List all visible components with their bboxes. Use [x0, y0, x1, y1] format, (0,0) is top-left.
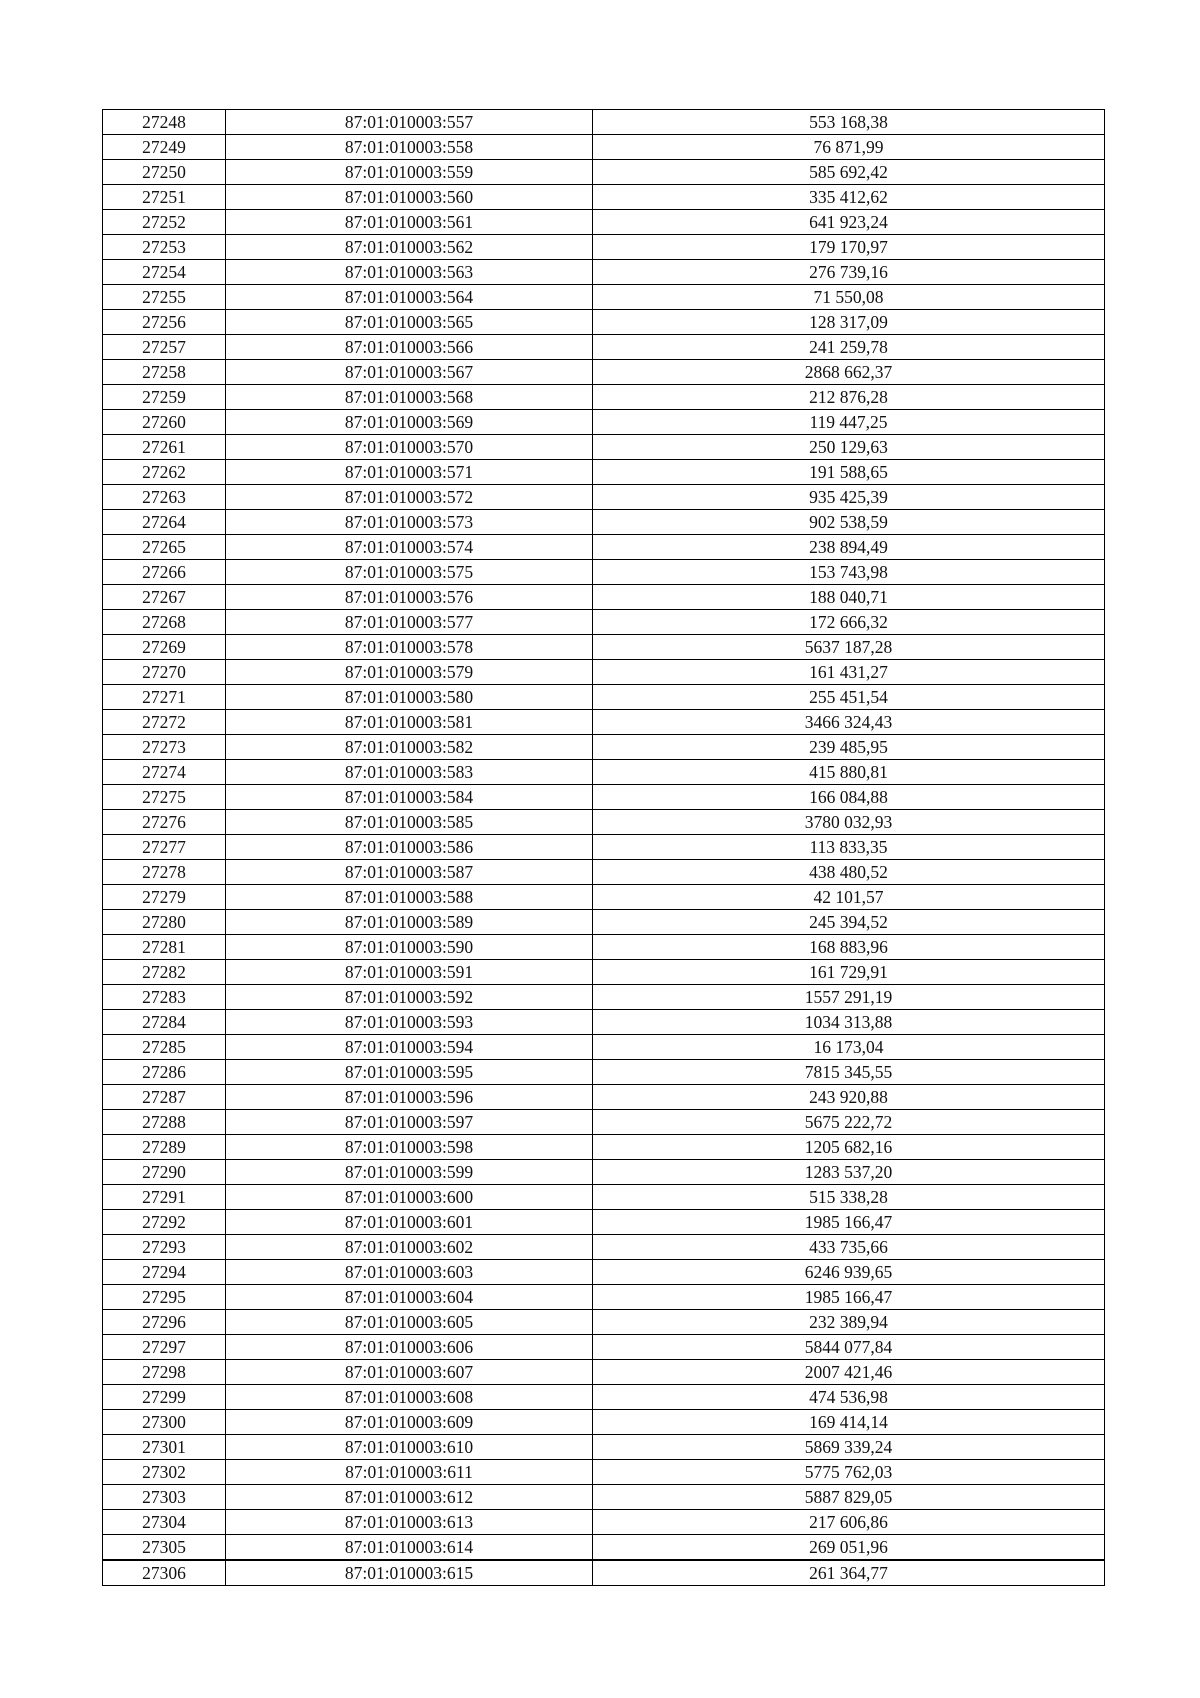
row-number-cell: 27262: [103, 460, 226, 485]
table-row: [103, 1035, 1105, 1060]
cadastral-number-cell: 87:01:010003:567: [226, 360, 593, 385]
row-number-cell: 27276: [103, 810, 226, 835]
row-number-cell: 27263: [103, 485, 226, 510]
cadastral-value-cell: 5869 339,24: [593, 1435, 1105, 1460]
table-row: [103, 360, 1105, 385]
cadastral-value-cell: 433 735,66: [593, 1235, 1105, 1260]
row-number-cell: 27265: [103, 535, 226, 560]
table-row: [103, 1385, 1105, 1410]
cadastral-number-cell: 87:01:010003:589: [226, 910, 593, 935]
cadastral-value-cell: 335 412,62: [593, 185, 1105, 210]
cadastral-value-cell: 474 536,98: [593, 1385, 1105, 1410]
row-number-cell: 27279: [103, 885, 226, 910]
table-row: [103, 635, 1105, 660]
row-number-cell: 27302: [103, 1460, 226, 1485]
cadastral-number-cell: 87:01:010003:588: [226, 885, 593, 910]
cadastral-number-cell: 87:01:010003:566: [226, 335, 593, 360]
cadastral-value-cell: 5844 077,84: [593, 1335, 1105, 1360]
row-number-cell: 27250: [103, 160, 226, 185]
cadastral-number-cell: 87:01:010003:594: [226, 1035, 593, 1060]
cadastral-number-cell: 87:01:010003:558: [226, 135, 593, 160]
table-row: [103, 860, 1105, 885]
cadastral-value-cell: 191 588,65: [593, 460, 1105, 485]
cadastral-value-cell: 153 743,98: [593, 560, 1105, 585]
row-number-cell: 27282: [103, 960, 226, 985]
cadastral-number-cell: 87:01:010003:608: [226, 1385, 593, 1410]
table-row: [103, 485, 1105, 510]
row-number-cell: 27292: [103, 1210, 226, 1235]
cadastral-value-cell: 269 051,96: [593, 1535, 1105, 1561]
table-row: [103, 160, 1105, 185]
cadastral-number-cell: 87:01:010003:609: [226, 1410, 593, 1435]
cadastral-value-cell: 250 129,63: [593, 435, 1105, 460]
cadastral-number-cell: 87:01:010003:615: [226, 1560, 593, 1586]
row-number-cell: 27281: [103, 935, 226, 960]
cadastral-value-cell: 3780 032,93: [593, 810, 1105, 835]
cadastral-number-cell: 87:01:010003:576: [226, 585, 593, 610]
row-number-cell: 27293: [103, 1235, 226, 1260]
cadastral-value-cell: 188 040,71: [593, 585, 1105, 610]
cadastral-value-cell: 212 876,28: [593, 385, 1105, 410]
table-row: [103, 1460, 1105, 1485]
cadastral-number-cell: 87:01:010003:603: [226, 1260, 593, 1285]
row-number-cell: 27288: [103, 1110, 226, 1135]
table-row: [103, 685, 1105, 710]
cadastral-number-cell: 87:01:010003:561: [226, 210, 593, 235]
table-row: [103, 1085, 1105, 1110]
table-row: [103, 735, 1105, 760]
cadastral-number-cell: 87:01:010003:591: [226, 960, 593, 985]
row-number-cell: 27248: [103, 110, 226, 135]
cadastral-number-cell: 87:01:010003:598: [226, 1135, 593, 1160]
row-number-cell: 27259: [103, 385, 226, 410]
row-number-cell: 27291: [103, 1185, 226, 1210]
cadastral-value-cell: 2868 662,37: [593, 360, 1105, 385]
row-number-cell: 27298: [103, 1360, 226, 1385]
table-row: [103, 1160, 1105, 1185]
row-number-cell: 27277: [103, 835, 226, 860]
row-number-cell: 27290: [103, 1160, 226, 1185]
table-row: [103, 1560, 1105, 1586]
cadastral-value-cell: 553 168,38: [593, 110, 1105, 135]
table-row: [103, 1510, 1105, 1535]
table-row: [103, 960, 1105, 985]
cadastral-number-cell: 87:01:010003:577: [226, 610, 593, 635]
row-number-cell: 27280: [103, 910, 226, 935]
cadastral-value-cell: 585 692,42: [593, 160, 1105, 185]
table-row: [103, 1285, 1105, 1310]
cadastral-number-cell: 87:01:010003:590: [226, 935, 593, 960]
row-number-cell: 27297: [103, 1335, 226, 1360]
table-row: [103, 435, 1105, 460]
cadastral-number-cell: 87:01:010003:560: [226, 185, 593, 210]
cadastral-value-table: [102, 109, 1105, 1586]
table-row: [103, 1060, 1105, 1085]
row-number-cell: 27284: [103, 1010, 226, 1035]
row-number-cell: 27304: [103, 1510, 226, 1535]
table-row: [103, 810, 1105, 835]
row-number-cell: 27264: [103, 510, 226, 535]
cadastral-number-cell: 87:01:010003:581: [226, 710, 593, 735]
table-row: [103, 1335, 1105, 1360]
table-row: [103, 710, 1105, 735]
cadastral-number-cell: 87:01:010003:599: [226, 1160, 593, 1185]
cadastral-number-cell: 87:01:010003:592: [226, 985, 593, 1010]
cadastral-number-cell: 87:01:010003:596: [226, 1085, 593, 1110]
cadastral-value-cell: 438 480,52: [593, 860, 1105, 885]
cadastral-value-cell: 243 920,88: [593, 1085, 1105, 1110]
cadastral-number-cell: 87:01:010003:580: [226, 685, 593, 710]
row-number-cell: 27295: [103, 1285, 226, 1310]
table-row: [103, 410, 1105, 435]
cadastral-value-cell: 255 451,54: [593, 685, 1105, 710]
cadastral-value-cell: 119 447,25: [593, 410, 1105, 435]
table-row: [103, 885, 1105, 910]
row-number-cell: 27269: [103, 635, 226, 660]
cadastral-value-cell: 261 364,77: [593, 1560, 1105, 1586]
row-number-cell: 27266: [103, 560, 226, 585]
cadastral-number-cell: 87:01:010003:593: [226, 1010, 593, 1035]
row-number-cell: 27289: [103, 1135, 226, 1160]
row-number-cell: 27285: [103, 1035, 226, 1060]
table-row: [103, 135, 1105, 160]
cadastral-value-cell: 217 606,86: [593, 1510, 1105, 1535]
table-row: [103, 385, 1105, 410]
cadastral-value-cell: 179 170,97: [593, 235, 1105, 260]
row-number-cell: 27268: [103, 610, 226, 635]
cadastral-number-cell: 87:01:010003:583: [226, 760, 593, 785]
cadastral-number-cell: 87:01:010003:610: [226, 1435, 593, 1460]
cadastral-number-cell: 87:01:010003:614: [226, 1535, 593, 1561]
row-number-cell: 27296: [103, 1310, 226, 1335]
table-row: [103, 1310, 1105, 1335]
row-number-cell: 27303: [103, 1485, 226, 1510]
cadastral-value-cell: 1205 682,16: [593, 1135, 1105, 1160]
row-number-cell: 27286: [103, 1060, 226, 1085]
row-number-cell: 27278: [103, 860, 226, 885]
cadastral-number-cell: 87:01:010003:557: [226, 110, 593, 135]
cadastral-number-cell: 87:01:010003:564: [226, 285, 593, 310]
row-number-cell: 27254: [103, 260, 226, 285]
table-row: [103, 460, 1105, 485]
table-row: [103, 185, 1105, 210]
cadastral-value-cell: 128 317,09: [593, 310, 1105, 335]
cadastral-value-cell: 7815 345,55: [593, 1060, 1105, 1085]
row-number-cell: 27260: [103, 410, 226, 435]
table-row: [103, 285, 1105, 310]
cadastral-value-cell: 161 729,91: [593, 960, 1105, 985]
cadastral-value-cell: 5887 829,05: [593, 1485, 1105, 1510]
table-row: [103, 310, 1105, 335]
cadastral-value-cell: 245 394,52: [593, 910, 1105, 935]
cadastral-value-cell: 276 739,16: [593, 260, 1105, 285]
row-number-cell: 27257: [103, 335, 226, 360]
cadastral-number-cell: 87:01:010003:568: [226, 385, 593, 410]
cadastral-value-cell: 935 425,39: [593, 485, 1105, 510]
cadastral-value-cell: 172 666,32: [593, 610, 1105, 635]
row-number-cell: 27306: [103, 1560, 226, 1586]
row-number-cell: 27283: [103, 985, 226, 1010]
cadastral-number-cell: 87:01:010003:587: [226, 860, 593, 885]
cadastral-number-cell: 87:01:010003:571: [226, 460, 593, 485]
table-row: [103, 1185, 1105, 1210]
cadastral-value-cell: 241 259,78: [593, 335, 1105, 360]
row-number-cell: 27270: [103, 660, 226, 685]
cadastral-value-cell: 415 880,81: [593, 760, 1105, 785]
cadastral-value-cell: 168 883,96: [593, 935, 1105, 960]
table-row: [103, 785, 1105, 810]
cadastral-value-cell: 1557 291,19: [593, 985, 1105, 1010]
table-row: [103, 1535, 1105, 1561]
row-number-cell: 27267: [103, 585, 226, 610]
cadastral-number-cell: 87:01:010003:584: [226, 785, 593, 810]
cadastral-number-cell: 87:01:010003:572: [226, 485, 593, 510]
table-body: [103, 110, 1105, 1586]
table-row: [103, 260, 1105, 285]
table-row: [103, 835, 1105, 860]
table-row: [103, 235, 1105, 260]
cadastral-value-cell: 16 173,04: [593, 1035, 1105, 1060]
cadastral-value-cell: 5637 187,28: [593, 635, 1105, 660]
table-row: [103, 760, 1105, 785]
table-row: [103, 1485, 1105, 1510]
row-number-cell: 27261: [103, 435, 226, 460]
cadastral-number-cell: 87:01:010003:605: [226, 1310, 593, 1335]
cadastral-value-cell: 6246 939,65: [593, 1260, 1105, 1285]
row-number-cell: 27252: [103, 210, 226, 235]
cadastral-number-cell: 87:01:010003:569: [226, 410, 593, 435]
table-row: [103, 985, 1105, 1010]
row-number-cell: 27301: [103, 1435, 226, 1460]
cadastral-value-cell: 239 485,95: [593, 735, 1105, 760]
cadastral-number-cell: 87:01:010003:602: [226, 1235, 593, 1260]
cadastral-value-cell: 1985 166,47: [593, 1210, 1105, 1235]
table-row: [103, 935, 1105, 960]
cadastral-value-cell: 1034 313,88: [593, 1010, 1105, 1035]
cadastral-number-cell: 87:01:010003:582: [226, 735, 593, 760]
cadastral-number-cell: 87:01:010003:574: [226, 535, 593, 560]
table-row: [103, 1135, 1105, 1160]
table-row: [103, 1260, 1105, 1285]
row-number-cell: 27299: [103, 1385, 226, 1410]
cadastral-number-cell: 87:01:010003:586: [226, 835, 593, 860]
table-row: [103, 210, 1105, 235]
row-number-cell: 27255: [103, 285, 226, 310]
cadastral-number-cell: 87:01:010003:562: [226, 235, 593, 260]
cadastral-number-cell: 87:01:010003:575: [226, 560, 593, 585]
cadastral-value-cell: 1985 166,47: [593, 1285, 1105, 1310]
cadastral-number-cell: 87:01:010003:578: [226, 635, 593, 660]
row-number-cell: 27251: [103, 185, 226, 210]
cadastral-value-cell: 232 389,94: [593, 1310, 1105, 1335]
table-row: [103, 610, 1105, 635]
table-row: [103, 910, 1105, 935]
cadastral-number-cell: 87:01:010003:600: [226, 1185, 593, 1210]
cadastral-value-cell: 166 084,88: [593, 785, 1105, 810]
table-row: [103, 560, 1105, 585]
table-row: [103, 585, 1105, 610]
cadastral-number-cell: 87:01:010003:613: [226, 1510, 593, 1535]
table-row: [103, 1410, 1105, 1435]
cadastral-value-cell: 76 871,99: [593, 135, 1105, 160]
cadastral-value-cell: 2007 421,46: [593, 1360, 1105, 1385]
row-number-cell: 27249: [103, 135, 226, 160]
cadastral-value-cell: 902 538,59: [593, 510, 1105, 535]
cadastral-value-cell: 161 431,27: [593, 660, 1105, 685]
row-number-cell: 27258: [103, 360, 226, 385]
row-number-cell: 27253: [103, 235, 226, 260]
cadastral-value-cell: 515 338,28: [593, 1185, 1105, 1210]
cadastral-number-cell: 87:01:010003:559: [226, 160, 593, 185]
cadastral-value-cell: 71 550,08: [593, 285, 1105, 310]
cadastral-number-cell: 87:01:010003:611: [226, 1460, 593, 1485]
cadastral-value-cell: 3466 324,43: [593, 710, 1105, 735]
table-row: [103, 335, 1105, 360]
cadastral-number-cell: 87:01:010003:606: [226, 1335, 593, 1360]
row-number-cell: 27272: [103, 710, 226, 735]
cadastral-value-cell: 42 101,57: [593, 885, 1105, 910]
cadastral-number-cell: 87:01:010003:565: [226, 310, 593, 335]
row-number-cell: 27256: [103, 310, 226, 335]
row-number-cell: 27294: [103, 1260, 226, 1285]
table-row: [103, 660, 1105, 685]
cadastral-value-cell: 5675 222,72: [593, 1110, 1105, 1135]
table-row: [103, 1110, 1105, 1135]
cadastral-number-cell: 87:01:010003:604: [226, 1285, 593, 1310]
cadastral-value-cell: 169 414,14: [593, 1410, 1105, 1435]
cadastral-number-cell: 87:01:010003:595: [226, 1060, 593, 1085]
table-row: [103, 535, 1105, 560]
cadastral-number-cell: 87:01:010003:597: [226, 1110, 593, 1135]
row-number-cell: 27300: [103, 1410, 226, 1435]
row-number-cell: 27273: [103, 735, 226, 760]
cadastral-number-cell: 87:01:010003:573: [226, 510, 593, 535]
cadastral-value-cell: 1283 537,20: [593, 1160, 1105, 1185]
cadastral-value-cell: 641 923,24: [593, 210, 1105, 235]
cadastral-number-cell: 87:01:010003:579: [226, 660, 593, 685]
table-row: [103, 1360, 1105, 1385]
table-row: [103, 510, 1105, 535]
row-number-cell: 27305: [103, 1535, 226, 1561]
cadastral-number-cell: 87:01:010003:585: [226, 810, 593, 835]
row-number-cell: 27287: [103, 1085, 226, 1110]
row-number-cell: 27275: [103, 785, 226, 810]
cadastral-number-cell: 87:01:010003:607: [226, 1360, 593, 1385]
cadastral-value-cell: 238 894,49: [593, 535, 1105, 560]
cadastral-value-cell: 5775 762,03: [593, 1460, 1105, 1485]
table-row: [103, 1435, 1105, 1460]
table-row: [103, 1210, 1105, 1235]
cadastral-number-cell: 87:01:010003:612: [226, 1485, 593, 1510]
cadastral-number-cell: 87:01:010003:570: [226, 435, 593, 460]
table-row: [103, 110, 1105, 135]
table-row: [103, 1010, 1105, 1035]
cadastral-value-cell: 113 833,35: [593, 835, 1105, 860]
row-number-cell: 27274: [103, 760, 226, 785]
cadastral-number-cell: 87:01:010003:601: [226, 1210, 593, 1235]
table-row: [103, 1235, 1105, 1260]
cadastral-number-cell: 87:01:010003:563: [226, 260, 593, 285]
row-number-cell: 27271: [103, 685, 226, 710]
